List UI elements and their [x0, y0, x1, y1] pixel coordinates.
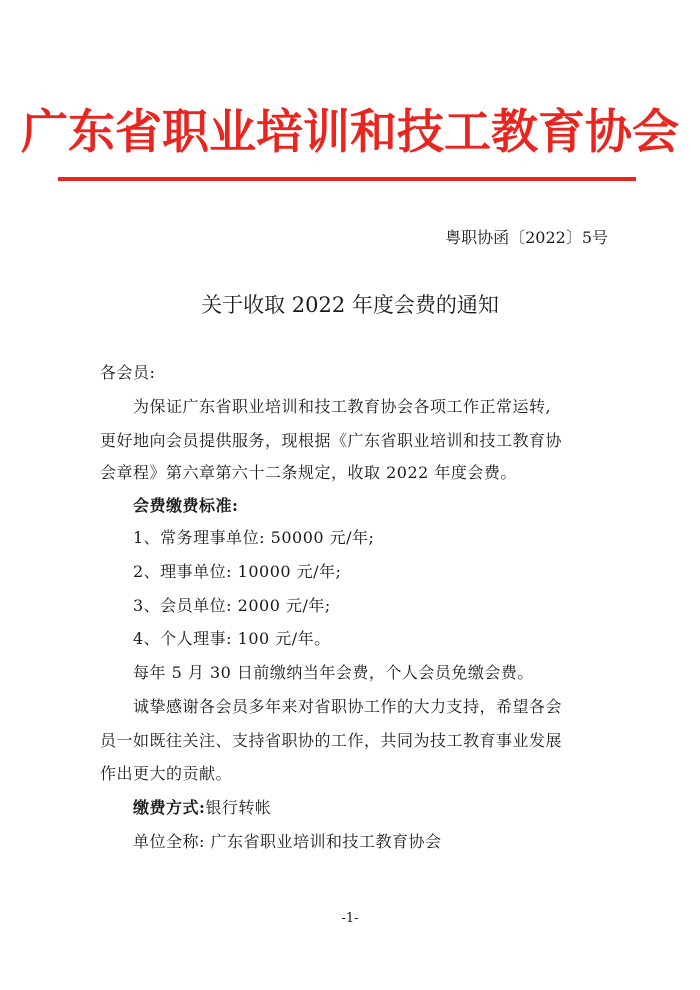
- intro-line: 会章程》第六章第六十二条规定，收取 2022 年度会费。: [100, 463, 517, 482]
- thanks-line: 员一如既往关注、支持省职协的工作，共同为技工教育事业发展: [100, 731, 563, 750]
- intro-line: 为保证广东省职业培训和技工教育协会各项工作正常运转,: [133, 397, 552, 416]
- thanks-line: 诚挚感谢各会员多年来对省职协工作的大力支持，希望各会: [133, 697, 563, 716]
- thanks-line: 作出更大的贡献。: [100, 764, 233, 783]
- fee-standard-heading: 会费缴费标准:: [133, 496, 239, 515]
- salutation: 各会员:: [100, 363, 156, 382]
- page-number: -1-: [341, 911, 359, 926]
- fee-item: 2、理事单位: 10000 元/年;: [133, 562, 342, 581]
- org-header-title: 广东省职业培训和技工教育协会: [21, 105, 679, 160]
- header-red-rule: [58, 177, 636, 181]
- document-number: 粤职协函〔2022〕5号: [445, 228, 608, 247]
- document-title: 关于收取 2022 年度会费的通知: [201, 293, 499, 317]
- payment-method-label: 缴费方式:: [133, 798, 206, 817]
- payment-method-value: 银行转帐: [205, 798, 272, 817]
- unit-name-line: 单位全称: 广东省职业培训和技工教育协会: [133, 832, 442, 851]
- intro-line: 更好地向会员提供服务，现根据《广东省职业培训和技工教育协: [100, 431, 563, 450]
- fee-item: 1、常务理事单位: 50000 元/年;: [133, 528, 375, 547]
- fee-item: 4、个人理事: 100 元/年。: [133, 629, 331, 648]
- deadline-line: 每年 5 月 30 日前缴纳当年会费，个人会员免缴会费。: [133, 663, 534, 682]
- fee-item: 3、会员单位: 2000 元/年;: [133, 596, 331, 615]
- payment-method-line: [133, 797, 271, 819]
